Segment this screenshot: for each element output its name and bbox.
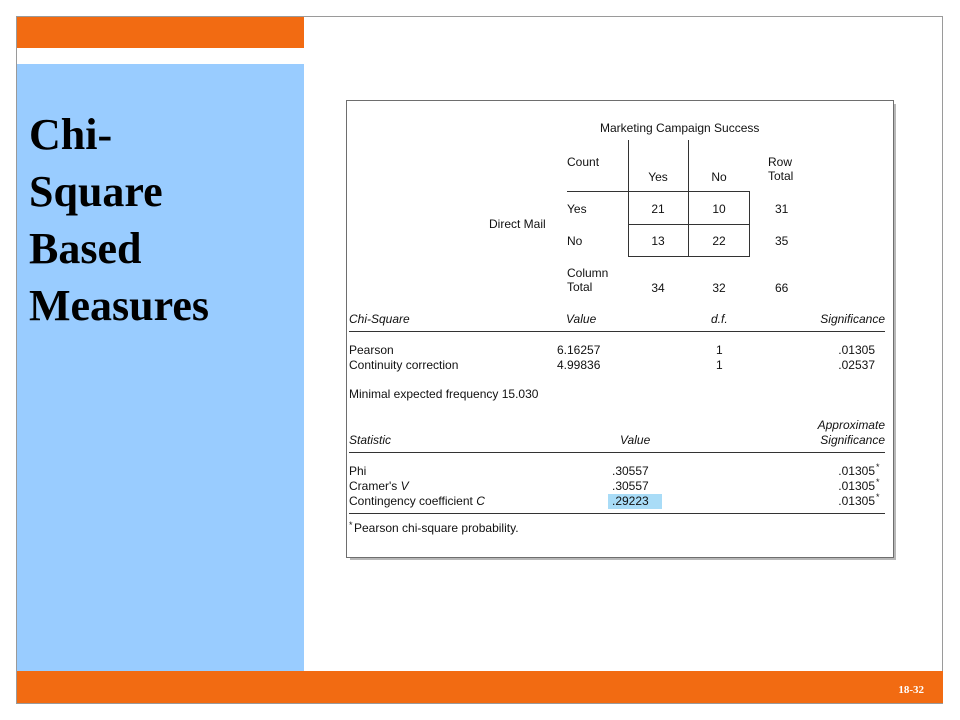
cell-no-yes: 13	[651, 234, 665, 248]
bottom-accent-bar	[17, 671, 943, 703]
chi-row-value: 4.99836	[557, 358, 601, 372]
row-label-no: No	[567, 234, 583, 248]
footnote-mark: *	[349, 520, 353, 530]
col-divider-mid	[688, 140, 689, 192]
count-label: Count	[567, 155, 600, 169]
column-total-label: Column Total	[567, 266, 609, 294]
cell-yes-yes: 21	[651, 202, 665, 216]
stat-row-footnote-mark: *	[876, 462, 880, 472]
stat-header-sig-line1: Approximate	[817, 418, 885, 432]
col-divider-left	[628, 140, 629, 192]
cell-no-no: 22	[712, 234, 726, 248]
stat-header-sig-line2: Significance	[820, 433, 885, 447]
stat-row-significance: .01305	[838, 494, 875, 508]
page-number: 18-32	[898, 684, 924, 696]
footnote-text: Pearson chi-square probability.	[354, 521, 519, 535]
chi-row-name: Continuity correction	[349, 358, 459, 372]
col-header-yes: Yes	[648, 170, 668, 184]
chi-header-rule	[349, 331, 885, 332]
chi-header-df: d.f.	[711, 312, 728, 326]
chi-row-value: 6.16257	[557, 343, 601, 357]
stat-row-value: .30557	[612, 464, 649, 478]
top-accent-bar	[17, 17, 304, 48]
stat-row-value: .30557	[612, 479, 649, 493]
stat-header-value: Value	[620, 433, 651, 447]
stat-row-footnote-mark: *	[876, 492, 880, 502]
stat-row-name: Cramer's V	[349, 479, 409, 493]
row-total-label: Row Total	[768, 155, 794, 183]
stat-row-footnote-mark: *	[876, 477, 880, 487]
chi-header-value: Value	[566, 312, 597, 326]
slide-title: Chi- Square Based Measures	[29, 110, 210, 330]
crosstab-caption: Marketing Campaign Success	[600, 121, 760, 135]
column-total-yes: 34	[651, 281, 665, 295]
row-total-no: 35	[775, 234, 789, 248]
row-total-yes: 31	[775, 202, 789, 216]
chi-row-significance: .02537	[838, 358, 875, 372]
stat-header-rule	[349, 452, 885, 453]
stat-header-name: Statistic	[349, 433, 392, 447]
row-variable-label: Direct Mail	[489, 217, 546, 231]
chi-header-name: Chi-Square	[349, 312, 410, 326]
chi-header-significance: Significance	[820, 312, 885, 326]
row-label-yes: Yes	[567, 202, 587, 216]
cell-yes-no: 10	[712, 202, 726, 216]
chi-row-df: 1	[716, 358, 723, 372]
chi-row-df: 1	[716, 343, 723, 357]
column-total-no: 32	[712, 281, 726, 295]
stat-row-value: .29223	[612, 494, 649, 508]
grand-total: 66	[775, 281, 789, 295]
stat-row-name: Phi	[349, 464, 367, 478]
chi-row-significance: .01305	[838, 343, 875, 357]
stat-row-significance: .01305	[838, 479, 875, 493]
minimal-expected-frequency: Minimal expected frequency 15.030	[349, 387, 539, 401]
col-header-no: No	[711, 170, 727, 184]
stat-footer-rule	[349, 513, 885, 514]
stat-row-significance: .01305	[838, 464, 875, 478]
chi-row-name: Pearson	[349, 343, 394, 357]
stat-row-name: Contingency coefficient C	[349, 494, 485, 508]
